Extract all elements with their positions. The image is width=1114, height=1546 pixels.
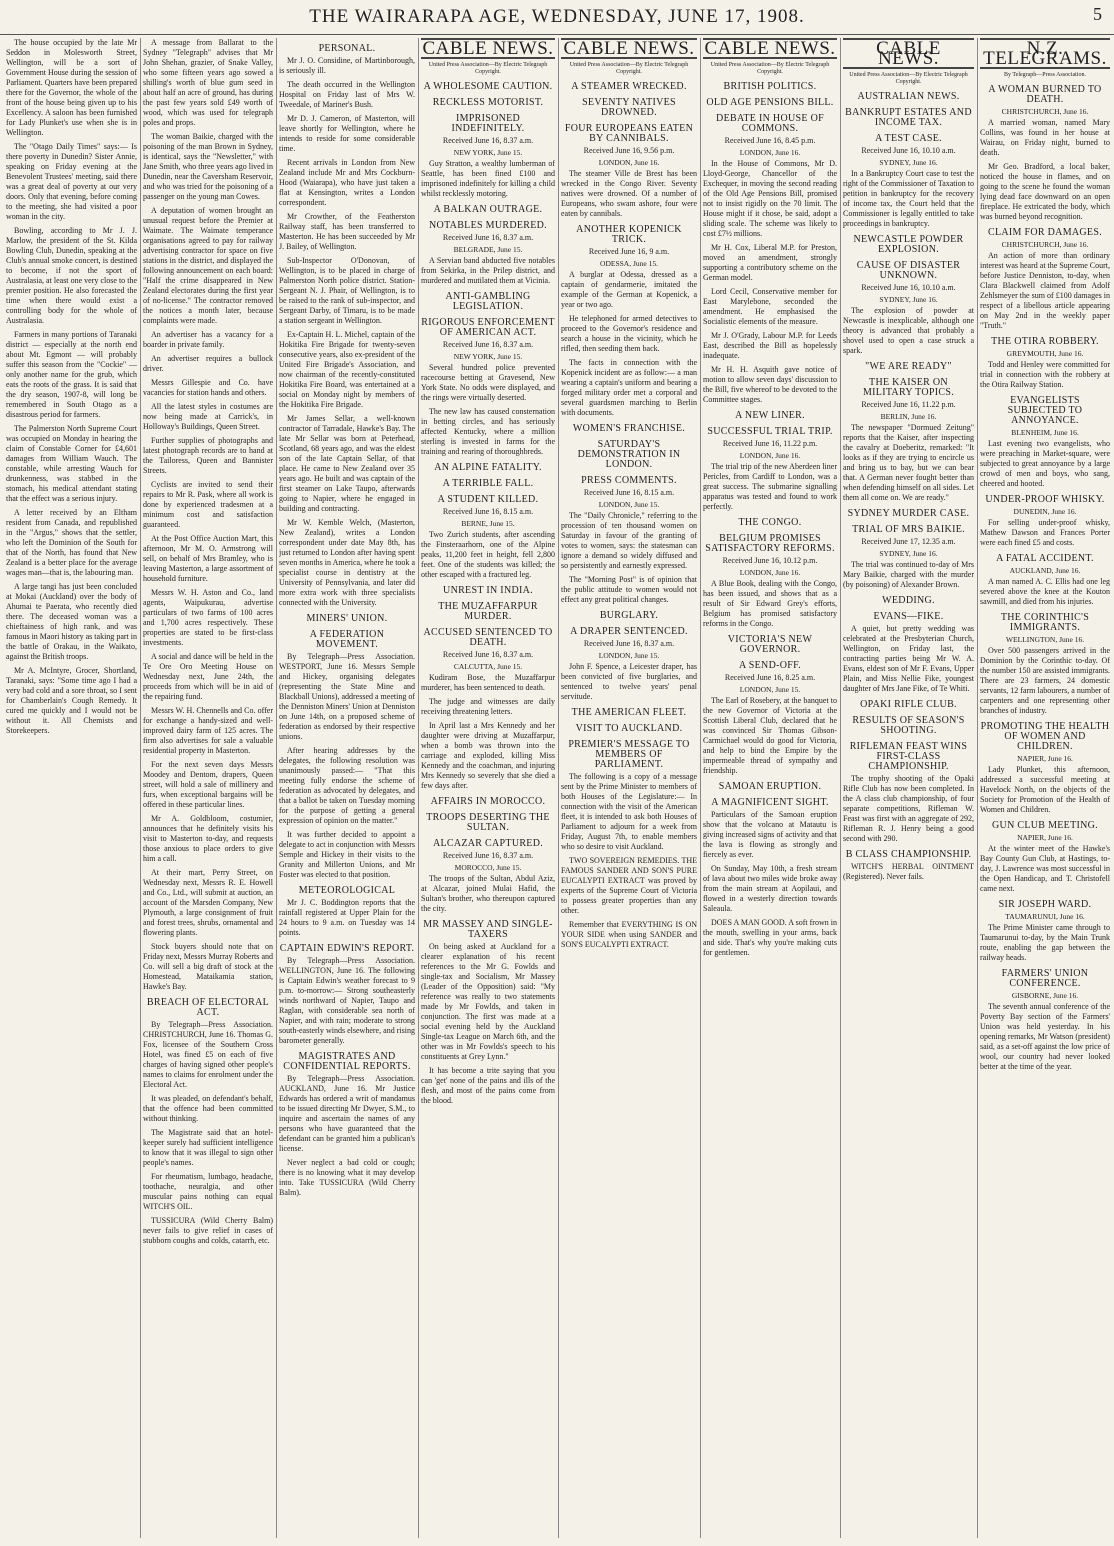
article-paragraph: A quiet, but pretty wedding was celebrated at the Presbyterian Church, Wellington, on Friday last, the contracting parties being Mr W. A. Evans, eldest son of Mr F. Evans, Upper Plain, and Miss Nellie Fike, youngest daughter of Mrs Jane Fike, of Te Whiti. [843, 624, 974, 693]
article-headline: EVANGELISTS SUBJECTED TO ANNOYANCE. [1007, 395, 1083, 426]
dateline: BERLIN, June 16. [880, 412, 937, 421]
article-paragraph: A man named A. C. Ellis had one leg severed above the knee at the Kouton sawmill, and died from his injuries. [980, 577, 1110, 606]
wire-credit: By Telegraph—Press Association. [1004, 72, 1086, 78]
article-headline: A NEW LINER. [735, 410, 805, 421]
article-headline: CAPTAIN EDWIN'S REPORT. [279, 943, 415, 954]
received-line: Received June 16, 9 a.m. [588, 247, 670, 256]
article-paragraph: Mr James Sellar, a well-known contractor of Tarradale, Hawke's Bay. The late Mr Sellar was born at Peterhead, Scotland, 68 years ago, and was the eldest son of the late Captain Sellar, of that place. He came to New Zealand over 35 years ago. He built and was captain of the first steamer on Lake Taupo, afterwards going to Napier, where he engaged in building and contracting. [279, 414, 415, 513]
article-headline: BRITISH POLITICS. [723, 81, 817, 92]
article-paragraph: Cyclists are invited to send their repairs to Mr R. Pask, where all work is done by experienced tradesmen at a minimum cost and satisfaction guaranteed. [143, 480, 273, 529]
article-headline: IMPRISONED INDEFINITELY. [451, 113, 525, 134]
article-headline: THE CORINTHIC'S IMMIGRANTS. [1000, 612, 1090, 633]
article-headline: NEWCASTLE POWDER EXPLOSION. [853, 234, 964, 255]
article-paragraph: Several hundred police prevented racecourse betting at Gravesend, New York State. No odds were displayed, and the rings were virtually deserted. [421, 363, 555, 402]
article-paragraph: Never neglect a bad cold or cough; there is no knowing what it may develop into. Take TUSSICURA (Wild Cherry Balm). [279, 1158, 415, 1197]
article-paragraph: A deputation of women brought an unusual request before the Premier at Waimate. The Waimate temperance organisations agreed to pay for railway advertising contractor for space on five stations in the district, and displayed the following announcement on each board: "Half the crime disappeared in New Zealand electorates during the first year of no-license." The contractor removed the notices a month later, because complaints were made. [143, 206, 273, 325]
dateline: CHRISTCHURCH, June 16. [1001, 240, 1089, 249]
article-paragraph: The trial was continued to-day of Mrs Mary Baikie, charged with the murder (by poisoning) of Alexander Brown. [843, 560, 974, 589]
article-paragraph: Over 500 passengers arrived in the Dominion by the Corinthic to-day. Of the number 150 are assisted immigrants. There are 23 farmers, 24 domestic servants, 12 farm labourers, a number of carpenters and one representing other branches of industry. [980, 646, 1110, 715]
article-paragraph: The "Otago Daily Times" says:— Is there poverty in Dunedin? Sister Annie, speaking on Friday evening at the Benevolent Trustees' meeting, said there was a great deal of poverty at our very doors. Only that evening, before coming to the meeting, she had visited a poor woman in the city. [6, 142, 137, 221]
dateline: AUCKLAND, June 16. [1009, 566, 1081, 575]
article-paragraph: A Servian band abducted five notables from Sekirka, in the Prilep district, and murdered and mutilated them at Vicinia. [421, 256, 555, 285]
dateline: NAPIER, June 16. [1017, 833, 1073, 842]
article-headline: A FEDERATION MOVEMENT. [309, 629, 385, 650]
article-headline: CAUSE OF DISASTER UNKNOWN. [856, 260, 961, 281]
received-line: Received June 16, 8.37 a.m. [442, 851, 534, 860]
article-paragraph: An advertiser has a vacancy for a boarder in private family. [143, 330, 273, 349]
article-paragraph: The facts in connection with the Kopenick incident are as follow:— a man wearing a captain's uniform and bearing a forged military order met a corporal and several guardsmen marching to Berlin with documents. [561, 358, 697, 417]
article-paragraph: The Earl of Rosebery, at the banquet to the new Governor of Victoria at the Scottish Liberal Club, declared that he was convinced Sir Thomas Gibson-Carmichael would do good for Victoria, and help to bind the Empire by the impermeable thread of sympathy and friendship. [703, 696, 837, 775]
article-paragraph: Mr Crowther, of the Featherston Railway staff, has been transferred to Masterton. He has been succeeded by Mr J. Bailey, of Wellington. [279, 212, 415, 251]
article-headline: A DRAPER SENTENCED. [570, 626, 688, 637]
article-paragraph: A social and dance will be held in the Te Ore Oro Meeting House on Wednesday next, June 24th, the proceeds from which will be in aid of the repairing fund. [143, 652, 273, 701]
article-paragraph: The judge and witnesses are daily receiving threatening letters. [421, 697, 555, 716]
article-paragraph: In a Bankruptcy Court case to test the right of the Commissioner of Taxation to petition in bankruptcy for the recovery of income tax, the Court held that the Commissioner is legally entitled to take proceedings in bankruptcy. [843, 169, 974, 228]
received-line: Received June 16, 8.45 p.m. [724, 136, 816, 145]
article-paragraph: The "Morning Post" is of opinion that the public attitude to women would not effect any great political changes. [561, 575, 697, 604]
article-paragraph: By Telegraph—Press Association. WESTPORT, June 16. Messrs Semple and Hickey, organising delegates (representing the State Mine and Blackball Unions), addressed a meeting of the Denniston Miners' Union at Denniston on June 14th, on a proposed scheme of federation as endorsed by their respective unions. [279, 652, 415, 741]
article-paragraph: Mr J. C. Boddington reports that the rainfall registered at Upper Plain for the 24 hours to 9 a.m. on Tuesday was 14 points. [279, 898, 415, 937]
article-paragraph: The "Daily Chronicle," referring to the procession of ten thousand women on Saturday in favour of the granting of votes to women, says: the statesman can ignore a demand so widely diffused and so persistently and earnestly expressed. [561, 511, 697, 570]
article-paragraph: By Telegraph—Press Association. CHRISTCHURCH, June 16. Thomas G. Fox, licensee of the Southern Cross Hotel, was fined £5 on each of five charges of having signed other people's names to claims for enrolment under the Electoral Act. [143, 1020, 273, 1089]
article-paragraph: After hearing addresses by the delegates, the following resolution was unanimously passed:— "That this meeting fully endorse the scheme of federation as advocated by delegates, and that a ballot be taken on Tuesday morning for the purpose of getting a general expression of opinion on the matter." [279, 746, 415, 825]
article-paragraph: The steamer Ville de Brest has been wrecked in the Congo River. Seventy natives were drowned. Of a number of Europeans, who swam ashore, four were eaten by cannibals. [561, 169, 697, 218]
article-headline: A WHOLESOME CAUTION. [423, 81, 553, 92]
article-paragraph: Recent arrivals in London from New Zealand include Mr and Mrs Cockburn-Hood (Waiarapa), who have just taken a flat at Kensington, writes a London correspondent. [279, 158, 415, 207]
section-banner: CABLE NEWS. [422, 38, 554, 59]
article-paragraph: On being asked at Auckland for a clearer explanation of his recent references to the Mr G. Fowlds and single-tax and Socialism, Mr Massey (Leader of the Opposition) said: "My reference was really to two statements made by Mr Fowlds, and taken in conjunction. The first was made at a social evening held by the Auckland Single-tax League on March 6th, and the other was in Mr Fowlds's speech to his constituents at Grey Lynn." [421, 942, 555, 1061]
article-paragraph: Further supplies of photographs and latest photograph records are to hand at the Tailoress, Queen and Bannister Streets. [143, 436, 273, 475]
article-paragraph: At their mart, Perry Street, on Wednesday next, Messrs R. E. Howell and Co., Ltd., will submit at auction, an account of the Marsden Company, New Plymouth, a large consignment of fruit and forest trees, shrubs, ornamental and flowering plants. [143, 868, 273, 937]
column-4 [421, 38, 555, 1538]
article-headline: TRIAL OF MRS BAIKIE. [852, 524, 965, 535]
article-headline: B CLASS CHAMPIONSHIP. [845, 849, 972, 860]
dateline: LONDON, June 16. [739, 568, 801, 577]
article-headline: BREACH OF ELECTORAL ACT. [146, 997, 270, 1018]
article-paragraph: Mr D. J. Cameron, of Masterton, will leave shortly for Wellington, where he intends to reside for some considerable time. [279, 114, 415, 153]
article-paragraph: Mr H. Cox, Liberal M.P. for Preston, moved an amendment, strongly supporting a contributory scheme on the German model. [703, 243, 837, 282]
column-rule [140, 38, 141, 1538]
article-headline: BANKRUPT ESTATES AND INCOME TAX. [845, 107, 972, 128]
dateline: NEW YORK, June 15. [453, 148, 523, 157]
wire-credit: United Press Association—By Electric Telegraph Copyright. [710, 62, 830, 75]
article-paragraph: The Prime Minister came through to Taumarunui to-day, by the Main Trunk route, enabling the gap between the railway heads. [980, 923, 1110, 962]
article-headline: NOTABLES MURDERED. [429, 220, 547, 231]
article-headline: RIGOROUS ENFORCEMENT OF AMERICAN ACT. [421, 317, 555, 338]
column-rule [276, 38, 277, 1538]
article-paragraph: Mr Geo. Bradford, a local baker, noticed the house in flames, and on going to the scene he found the woman lying dead face downward on an open fireplace. He extricated the body, which was burned beyond recognition. [980, 162, 1110, 221]
section-banner: CABLE NEWS. [704, 38, 836, 59]
dateline: SYDNEY, June 16. [879, 549, 938, 558]
article-headline: MINERS' UNION. [306, 613, 388, 624]
article-headline: RECKLESS MOTORIST. [432, 97, 544, 108]
dateline: LONDON, June 15. [598, 651, 660, 660]
dateline: DUNEDIN, June 16. [1013, 507, 1077, 516]
article-headline: A TERRIBLE FALL. [442, 478, 534, 489]
article-headline: UNDER-PROOF WHISKY. [985, 494, 1105, 505]
article-paragraph: For the next seven days Messrs Moodey and Dentom, drapers, Queen street, will hold a sale of millinery and furs, when exceptional bargains will be offered in these particular lines. [143, 760, 273, 809]
dateline: NEW YORK, June 15. [453, 352, 523, 361]
column-2 [143, 38, 273, 1538]
article-paragraph: Lady Plunket, this afternoon, addressed a successful meeting at Havelock North, on the objects of the Society for Promotion of the Health of Women and Children. [980, 765, 1110, 814]
received-line: Received June 17, 12.35 a.m. [861, 537, 956, 546]
article-headline: A SEND-OFF. [739, 660, 801, 671]
article-paragraph: By Telegraph—Press Association. AUCKLAND, June 16. Mr Justice Edwards has ordered a writ of mandamus to be issued directing Mr Dwyer, S.M., to inquire and ascertain the names of any persons who have guaranteed that the defendant can be granted him a publican's license. [279, 1074, 415, 1153]
received-line: Received June 16, 8.37 a.m. [442, 136, 534, 145]
article-paragraph: Kudiram Bose, the Muzaffarpur murderer, has been sentenced to death. [421, 673, 555, 692]
column-6 [703, 38, 837, 1538]
article-headline: OLD AGE PENSIONS BILL. [706, 97, 834, 108]
article-paragraph: Mr W. Kemble Welch, (Masterton, New Zealand), writes a London correspondent under date May 8th, has just returned to London after having spent seven months in America, where he took a specialist course in dentistry at the University of Pennsylvania, and later did more extra work with three specialists connected with the University. [279, 518, 415, 607]
column-3 [279, 38, 415, 1538]
column-rule [558, 38, 559, 1538]
article-paragraph: By Telegraph—Press Association. WELLINGTON, June 16. The following is Captain Edwin's weather forecast to 9 p.m. to-morrow:— Strong southeasterly winds northward of Napier, Taupo and Raglan, with considerable sea north of Napier, and with rain; moderate to strong south-easterly winds elsewhere, and rising barometer generally. [279, 956, 415, 1045]
article-headline: METEOROLOGICAL [298, 885, 396, 896]
page-number: 5 [1093, 4, 1102, 24]
article-headline: WOMEN'S FRANCHISE. [572, 423, 686, 434]
article-paragraph: Ex-Captain H. L. Michel, captain of the Hokitika Fire Brigade for twenty-seven consecutive years, also ex-president of the United Fire Brigade's Association, and now chairman of the recently-constituted Hokitika Fire Board, was entertained at a social on Monday night by members of the Hokitika Fire Brigade. [279, 330, 415, 409]
column-rule [418, 38, 419, 1538]
article-headline: A STEAMER WRECKED. [571, 81, 687, 92]
article-paragraph: The Palmerston North Supreme Court was occupied on Monday in hearing the claim of Constable Corner for £4,601 damages from William Wauch. The constable, while arresting Wauch for drunkenness, was stabbed in the stomach, his medical attendant stating that the effect was a serious injury. [6, 424, 137, 503]
article-paragraph: The trial trip of the new Aberdeen liner Pericles, from Cardiff to London, was a great success. The submarine signalling apparatus was tested and found to work perfectly. [703, 462, 837, 511]
dateline: LONDON, June 16. [739, 451, 801, 460]
dateline: LONDON, June 15. [598, 500, 660, 509]
article-headline: PROMOTING THE HEALTH OF WOMEN AND CHILDREN. [980, 721, 1110, 752]
dateline: LONDON, June 16. [739, 148, 801, 157]
article-headline: DEBATE IN HOUSE OF COMMONS. [716, 113, 824, 134]
article-headline: PERSONAL. [318, 43, 376, 54]
article-paragraph: In April last a Mrs Kennedy and her daughter were driving at Muzaffarpur, when a bomb was thrown into the carriage and exploded, killing Miss Kennedy and the coachman, and injuring Mrs Kennedy so severely that she died a few days after. [421, 721, 555, 790]
article-headline: A BALKAN OUTRAGE. [433, 204, 543, 215]
article-headline: OPAKI RIFLE CLUB. [860, 699, 957, 710]
article-headline: THE CONGO. [738, 517, 802, 528]
wire-credit: United Press Association—By Electric Telegraph Copyright. [849, 72, 968, 85]
article-paragraph: Particulars of the Samoan eruption show that the volcano at Matautu is giving increased signs of activity and that the lava is flowing as strongly and fiercely as ever. [703, 810, 837, 859]
article-headline: EVANS—FIKE. [873, 611, 944, 622]
article-headline: AN ALPINE FATALITY. [434, 462, 542, 473]
article-headline: RIFLEMAN FEAST WINS FIRST-CLASS CHAMPIONSHIP. [849, 741, 968, 772]
article-paragraph: Mr J. O. Considine, of Martinborough, is seriously ill. [279, 56, 415, 75]
article-paragraph: For selling under-proof whisky, Mathew Dawson and Frances Porter were each fined £5 and costs. [980, 518, 1110, 547]
article-paragraph: A married woman, named Mary Collins, was found in her house at Wairau, on Friday night, burned to death. [980, 118, 1110, 157]
dateline: BLENHEIM, June 16. [1011, 428, 1079, 437]
wire-credit: United Press Association—By Electric Telegraph Copyright. [428, 62, 548, 75]
article-paragraph: Two Zurich students, after ascending the Finsteraarhorn, one of the Alpine peaks, 11,200 feet in height, fell 2,800 feet. One of the students was killed; the other escaped with a fractured leg. [421, 530, 555, 579]
masthead [0, 0, 1114, 35]
column-5 [561, 38, 697, 1538]
dateline: BERNE, June 15. [461, 519, 515, 528]
dateline: SYDNEY, June 16. [879, 158, 938, 167]
article-paragraph: The death occurred in the Wellington Hospital on Friday last of Mrs W. Tweedale, of Mariner's Bush. [279, 80, 415, 109]
received-line: Received June 16, 10.10 a.m. [861, 146, 956, 155]
received-line: Received June 16, 8.15 a.m. [583, 488, 675, 497]
article-paragraph: Messrs Gillespie and Co. have vacancies for station hands and others. [143, 378, 273, 397]
article-paragraph: Todd and Henley were committed for trial in connection with the robbery at the Otira Railway Station. [980, 360, 1110, 389]
article-headline: THE KAISER ON MILITARY TOPICS. [862, 377, 955, 398]
column-rule [700, 38, 701, 1538]
section-banner: N.Z. TELEGRAMS. [980, 38, 1110, 69]
dateline: MOROCCO, June 15. [454, 863, 522, 872]
article-paragraph: Sub-Inspector O'Donovan, of Wellington, is to be placed in charge of Palmerston North police district. Station-Sergeant N. J. Phair, of Wellington, is to be raised to the rank of sub-inspector, and Sergeant Darby, of Timaru, is to be made a station sergeant in Wellington. [279, 256, 415, 325]
article-paragraph: Mr A. McIntyre, Grocer, Shortland, Taranaki, says: "Some time ago I had a very bad cold and a sore throat, so I sent for Chamberlain's Cough Remedy. It cured me quickly and I would not be without it. All Chemists and Storekeepers. [6, 666, 137, 735]
dateline: BELGRADE, June 15. [453, 245, 523, 254]
article-paragraph: Mr H. H. Asquith gave notice of motion to allow seven days' discussion to the Bill, five whereof to be devoted to the Committee stages. [703, 365, 837, 404]
article-headline: MR MASSEY AND SINGLE-TAXERS [423, 919, 553, 940]
article-paragraph: It was further decided to appoint a delegate to act in conjunction with Messrs Semple and Hickey in their visits to the Granity and Millerton Unions, and Mr Foster was elected to that position. [279, 830, 415, 879]
article-paragraph: The troops of the Sultan, Abdul Aziz, at Alcazar, joined Mulai Hafid, the Sultan's brother, who thereupon captured the city. [421, 874, 555, 913]
article-headline: SIR JOSEPH WARD. [998, 899, 1092, 910]
article-paragraph: DOES A MAN GOOD. A soft frown in the mouth, swelling in your arms, back and side. That's why you're making cuts for gentlemen. [703, 918, 837, 957]
article-paragraph: A burglar at Odessa, dressed as a captain of gendarmerie, imitated the example of the German at Kopenick, a year or two ago. [561, 270, 697, 309]
dateline: SYDNEY, June 16. [879, 295, 938, 304]
article-paragraph: The new law has caused consternation in betting circles, and has seriously affected Kentucky, where a million sterling is invested in farms for the training and rearing of thoroughbreds. [421, 407, 555, 456]
article-headline: A WOMAN BURNED TO DEATH. [988, 84, 1102, 105]
received-line: Received June 16, 8.37 a.m. [583, 639, 675, 648]
article-headline: THE OTIRA ROBBERY. [991, 336, 1099, 347]
article-headline: ANTI-GAMBLING LEGISLATION. [445, 291, 531, 312]
article-headline: UNREST IN INDIA. [443, 585, 533, 596]
article-headline: AUSTRALIAN NEWS. [857, 91, 960, 102]
article-headline: WEDDING. [882, 595, 935, 606]
article-headline: CLAIM FOR DAMAGES. [987, 227, 1103, 238]
article-headline: SYDNEY MURDER CASE. [847, 508, 970, 519]
article-paragraph: An action of more than ordinary interest was heard at the Supreme Court, before Justice Denniston, to-day, when Clara Blackwell claimed from Adolf Zehlsmeyer the sum of £100 damages in respect of a libellous article appearing on May 2nd in the weekly paper "Truth." [980, 251, 1110, 330]
column-1 [6, 38, 137, 1538]
article-paragraph: Guy Stratton, a wealthy lumberman of Seattle, has been fined £100 and imprisoned indefinitely for killing a child whilst recklessly motoring. [421, 159, 555, 198]
article-paragraph: He telephoned for armed detectives to proceed to the Governor's residence and search a house in the vicinity, which he rifled, then seeding them back. [561, 314, 697, 353]
article-paragraph: The Magistrate said that an hotel-keeper surely had sufficient intelligence to know that it was illegal to sign other people's names. [143, 1128, 273, 1167]
article-headline: FARMERS' UNION CONFERENCE. [1001, 968, 1089, 989]
article-paragraph: A message from Ballarat to the Sydney "Telegraph" advises that Mr John Shehan, grazier, of Snake Valley, who some fifteen years ago sowed a shilling's worth of blue gum seed in about half an acre of ground, has during the past few years sold £49 worth of wood, which was used for telegraph poles and props. [143, 38, 273, 127]
article-headline: PRESS COMMENTS. [581, 475, 677, 486]
section-banner: CABLE NEWS. [843, 38, 974, 69]
received-line: Received June 16, 8.25 a.m. [724, 673, 816, 682]
article-paragraph: On Sunday, May 10th, a fresh stream of lava about two miles wide broke away from the main stream at Aopilaui, and flowed in a westerly direction towards Saleaula. [703, 864, 837, 913]
article-headline: VICTORIA'S NEW GOVERNOR. [727, 634, 813, 655]
article-headline: A TEST CASE. [875, 133, 942, 144]
article-paragraph: TWO SOVEREIGN REMEDIES. THE FAMOUS SANDER AND SON'S PURE EUCALYPTI EXTRACT was proved by experts of the Supreme Court of Victoria to possess greater properties than any other. [561, 856, 697, 915]
article-headline: SATURDAY'S DEMONSTRATION IN LONDON. [577, 439, 681, 470]
received-line: Received June 16, 8.37 a.m. [442, 233, 534, 242]
article-paragraph: A large tangi has just been concluded at Mokai (Auckland) over the body of Ahumai te Paerata, who recently died there. The deceased woman was a chieftainess of high rank, and was famous in Maori history as taking part in the battle of Orakau, in the Waikato, against the British troops. [6, 582, 137, 661]
received-line: Received June 16, 10.10 a.m. [861, 283, 956, 292]
received-line: Received June 16, 10.12 p.m. [722, 556, 818, 565]
section-banner: CABLE NEWS. [561, 38, 697, 59]
article-headline: ALCAZAR CAPTURED. [432, 838, 544, 849]
received-line: Received June 16, 8.37 a.m. [442, 650, 534, 659]
article-paragraph: John F. Spence, a Leicester draper, has been convicted of five burglaries, and sentenced to twelve years' penal servitude. [561, 662, 697, 701]
dateline: LONDON, June 15. [739, 685, 801, 694]
article-headline: THE MUZAFFARPUR MURDER. [438, 601, 538, 622]
article-paragraph: WITCH'S HERBAL OINTMENT (Registered). Never fails. [843, 862, 974, 881]
article-paragraph: For rheumatism, lumbago, headache, toothache, neuralgia, and other muscular pains nothing can equal WITCH'S OIL. [143, 1172, 273, 1211]
article-paragraph: Mr J. O'Grady, Labour M.P. for Leeds East, described the Bill as hopelessly inadequate. [703, 331, 837, 360]
article-paragraph: Stock buyers should note that on Friday next, Messrs Murray Roberts and Co. will sell a big draft of stock at the Homestead, Mataikamia station, Hawke's Bay. [143, 942, 273, 991]
article-headline: SEVENTY NATIVES DROWNED. [582, 97, 676, 118]
dateline: TAUMARUNUI, June 16. [1005, 912, 1085, 921]
article-headline: A FATAL ACCIDENT. [996, 553, 1094, 564]
article-paragraph: All the latest styles in costumes are now being made at Carrick's, in Holloway's Buildings, Queen Street. [143, 402, 273, 431]
article-headline: A MAGNIFICENT SIGHT. [711, 797, 829, 808]
received-line: Received June 16, 11.22 p.m. [722, 439, 818, 448]
dateline: NAPIER, June 16. [1017, 754, 1073, 763]
article-paragraph: The explosion of powder at Newcastle is inexplicable, although one theory is advanced that probably a shovel used to open a case struck a spark. [843, 306, 974, 355]
dateline: GISBORNE, June 16. [1011, 991, 1079, 1000]
article-paragraph: Remember that EVERYTHING IS ON YOUR SIDE when using SANDER and SON'S EUCALYPTI EXTRACT. [561, 920, 697, 949]
article-headline: A STUDENT KILLED. [437, 494, 539, 505]
article-paragraph: The seventh annual conference of the Poverty Bay section of the Farmers' Union was held yesterday. In his opening remarks, Mr Watson (president) said, as a set-off against the low price of wool, our country had never looked better at the time of the year. [980, 1002, 1110, 1071]
article-headline: "WE ARE READY" [865, 361, 952, 372]
article-paragraph: Messrs W. H. Aston and Co., land agents, Waipukurau, advertise particulars of two farms of 100 acres and 1,700 acres respectively. These properties are stated to be first-class investments. [143, 588, 273, 647]
article-paragraph: Messrs W. H. Chennells and Co. offer for exchange a handy-sized and well-improved dairy farm of 125 acres. The firm also advertises for sale a valuable residential property in Masterton. [143, 706, 273, 755]
article-headline: BURGLARY. [599, 610, 659, 621]
dateline: LONDON, June 16. [598, 158, 660, 167]
column-8 [980, 38, 1110, 1538]
dateline: CALCUTTA, June 15. [453, 662, 523, 671]
article-paragraph: The following is a copy of a message sent by the Prime Minister to members of both Houses of the Legislature:— In connection with the visit of the American fleet, it is intended to ask both Houses of Parliament to adjourn for a week from Friday, August 7th, to enable members who so desire to visit Auckland. [561, 772, 697, 851]
dateline: ODESSA, June 15. [600, 259, 658, 268]
dateline: CHRISTCHURCH, June 16. [1001, 107, 1089, 116]
article-paragraph: A letter received by an Eltham resident from Canada, and republished in the "Argus," shows that the settler, who left the Dominion of the South for that of the North, has found that New Zealand is a better place for the average wages man—that is, the labouring man. [6, 508, 137, 577]
article-headline: TROOPS DESERTING THE SULTAN. [426, 812, 550, 833]
article-headline: GUN CLUB MEETING. [992, 820, 1098, 831]
column-rule [977, 38, 978, 1538]
article-headline: MAGISTRATES AND CONFIDENTIAL REPORTS. [283, 1051, 411, 1072]
article-paragraph: The woman Baikie, charged with the poisoning of the man Brown in Sydney, is identical, says the "Newsletter," with Jane Smith, who three years ago lived in Dunedin, near the Caversham Reservoir, and who was tried for the poisoning of a passenger on the young man Cowes. [143, 132, 273, 201]
dateline: WELLINGTON, June 16. [1005, 635, 1085, 644]
received-line: Received June 16, 8.37 a.m. [442, 340, 534, 349]
column-rule [840, 38, 841, 1538]
article-paragraph: Mr A. Goldbloom, costumier, announces that he definitely visits his visit to Masterton to-day, and requests those anxious to place orders to give him a call. [143, 814, 273, 863]
article-headline: FOUR EUROPEANS EATEN BY CANNIBALS. [564, 123, 694, 144]
article-paragraph: The trophy shooting of the Opaki Rifle Club has now been completed. In the A class club championship, of four separate competitions, Rifleman W. Feast was first with an aggregate of 292, Rifleman R. J. Henry being a good second with 290. [843, 774, 974, 843]
article-paragraph: Bowling, according to Mr J. J. Marlow, the president of the St. Kilda Bowling Club, Dunedin, speaking at the Club's annual smoke concert, is destined to become, if not the sport of Australasia, at least one very close to the premier position. He also forecasted the time when there would exist a controlling body for the whole of Australasia. [6, 226, 137, 325]
article-headline: THE AMERICAN FLEET. [571, 707, 687, 718]
article-headline: SAMOAN ERUPTION. [718, 781, 822, 792]
article-paragraph: The house occupied by the late Mr Seddon in Molesworth Street, Wellington, will be a sort of Government House during the session of Parliament. Quarters have been prepared there for the Governor, the whole of the front of the house being given up to his Excellency. A saloon has been furnished for Lady Plunket's use when she is in Wellington. [6, 38, 137, 137]
article-paragraph: TUSSICURA (Wild Cherry Balm) never fails to give relief in cases of stubborn coughs and colds, catarrh, etc. [143, 1216, 273, 1245]
article-paragraph: It was pleaded, on defendant's behalf, that the offence had been committed without thinking. [143, 1094, 273, 1123]
article-headline: BELGIUM PROMISES SATISFACTORY REFORMS. [705, 533, 835, 554]
article-paragraph: An advertiser requires a bullock driver. [143, 354, 273, 373]
article-headline: VISIT TO AUCKLAND. [575, 723, 683, 734]
article-paragraph: It has become a trite saying that you can 'get' none of the pains and ills of the flesh, and most of the pains come from the blood. [421, 1066, 555, 1105]
article-headline: ACCUSED SENTENCED TO DEATH. [423, 627, 553, 648]
received-line: Received June 16, 8.15 a.m. [442, 507, 534, 516]
article-paragraph: At the winter meet of the Hawke's Bay County Gun Club, at Hastings, to-day, J. Lawrence was most successful in the Open Handicap, and T. Christofell came next. [980, 844, 1110, 893]
article-headline: SUCCESSFUL TRIAL TRIP. [707, 426, 833, 437]
article-paragraph: At the Post Office Auction Mart, this afternoon, Mr M. O. Armstrong will sell, on behalf of Mrs Bramley, who is leaving Masterton, a large assortment of household furniture. [143, 534, 273, 583]
article-paragraph: A Blue Book, dealing with the Congo, has been issued, and shows that as a result of Sir Edward Grey's efforts, Belgium has promised satisfactory reforms in the Congo. [703, 579, 837, 628]
wire-credit: United Press Association—By Electric Telegraph Copyright. [569, 62, 689, 75]
article-paragraph: In the House of Commons, Mr D. Lloyd-George, Chancellor of the Exchequer, in moving the second reading of the Old Age Pensions Bill, promised not to insist rigidly on the 70 limit. The House might if it chose, be said, adopt a sliding scale. The scheme was likely to cost £7½ millions. [703, 159, 837, 238]
article-paragraph: Farmers in many portions of Taranaki district — especially at the north end about Mt. Egmont — will probably suffer this season from the "Cockie" — only another name for the grub, which eats the roots of the grass. It is said that the dry season, 1907-8, will long be remembered in South Otago as a disastrous period for farmers. [6, 330, 137, 419]
received-line: Received June 16, 11.22 p.m. [861, 400, 956, 409]
article-headline: RESULTS OF SEASON'S SHOOTING. [852, 715, 965, 736]
article-headline: PREMIER'S MESSAGE TO MEMBERS OF PARLIAMENT. [568, 739, 690, 770]
masthead-title: THE WAIRARAPA AGE, WEDNESDAY, JUNE 17, 1908. [309, 6, 805, 27]
article-paragraph: Lord Cecil, Conservative member for East Marylebone, seconded the amendment. He emphasised the Socialistic elements of the measure. [703, 287, 837, 326]
article-headline: ANOTHER KOPENICK TRICK. [576, 224, 682, 245]
column-7 [843, 38, 974, 1538]
article-paragraph: Last evening two evangelists, who were preaching in Market-square, were subjected to great annoyance by a large crowd of men and boys, who sang, cheered and hooted. [980, 439, 1110, 488]
received-line: Received June 16, 9.56 p.m. [583, 146, 675, 155]
article-paragraph: The newspaper "Dormued Zeitung" reports that the Kaiser, after inspecting the cavalry at Doeberitz, remarked: "It looks as if they are trying to encircle us and bring us to bay, but we can bear that. A German never fought better than when defending himself on all sides. Let them all come on. We are ready." [843, 423, 974, 502]
dateline: GREYMOUTH, June 16. [1006, 349, 1084, 358]
article-headline: AFFAIRS IN MOROCCO. [430, 796, 546, 807]
